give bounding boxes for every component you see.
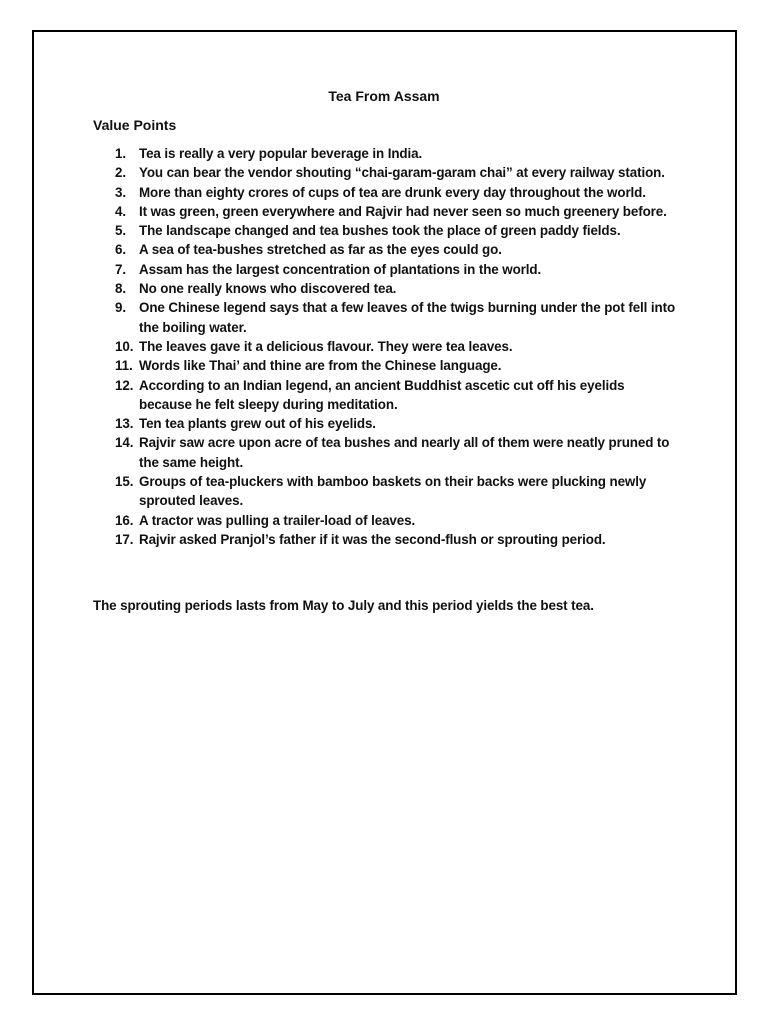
list-item-number-text: 5.	[115, 223, 126, 239]
list-item	[93, 163, 678, 182]
list-item-number	[93, 279, 139, 298]
list-item-text: A sea of tea-bushes stretched as far as the eyes could go.	[139, 242, 502, 258]
conclusion-paragraph: The sprouting periods lasts from May to July and this period yields the best tea.	[93, 598, 594, 613]
list-item-number-text: 1.	[115, 146, 126, 161]
list-item-number-text: 6.	[115, 242, 126, 258]
list-item-text: More than eighty crores of cups of tea are drunk every day throughout the world.	[139, 184, 646, 200]
list-item-text: It was green, green everywhere and Rajvir had never seen so much greenery before.	[139, 203, 667, 219]
list-item-text: One Chinese legend says that a few leaves of the twigs burning under the pot fell into the boiling water.	[139, 300, 676, 335]
list-item	[93, 144, 678, 163]
list-item-text: The landscape changed and tea bushes took the place of green paddy fields.	[139, 223, 621, 239]
list-item	[93, 511, 678, 530]
list-item-number	[93, 376, 139, 415]
section-heading: Value Points	[93, 117, 177, 133]
list-item-text: According to an Indian legend, an ancient Buddhist ascetic cut off his eyelids because he felt sleepy during meditation.	[139, 377, 625, 412]
list-item	[93, 530, 678, 549]
list-item-number-text: 2.	[115, 165, 126, 181]
list-item	[93, 472, 678, 511]
list-item-text: You can bear the vendor shouting “chai-garam-garam chai” at every railway station.	[139, 165, 665, 181]
list-item	[93, 240, 678, 259]
value-points-list	[93, 144, 678, 549]
list-item-number	[93, 530, 139, 549]
list-item-number-text: 11.	[115, 358, 133, 374]
list-item	[93, 202, 678, 221]
list-item-text: Words like Thai’ and thine are from the Chinese language.	[139, 358, 502, 374]
list-item-number	[93, 414, 139, 433]
list-item-number-text: 15.	[115, 474, 134, 490]
list-item-number	[93, 144, 139, 163]
list-item-text: A tractor was pulling a trailer-load of leaves.	[139, 512, 416, 528]
list-item-number-text: 8.	[115, 281, 126, 297]
list-item-number	[93, 298, 139, 337]
list-item-number	[93, 240, 139, 259]
list-item-number-text: 4.	[115, 203, 126, 219]
list-item-number	[93, 260, 139, 279]
list-item-number-text: 10.	[115, 338, 134, 354]
list-item-number-text: 16.	[115, 512, 134, 528]
list-item-number-text: 17.	[115, 531, 134, 547]
list-item-text: Tea is really a very popular beverage in India.	[139, 146, 423, 161]
list-item	[93, 337, 678, 356]
list-item-number-text: 7.	[115, 261, 126, 277]
list-item-text: Assam has the largest concentration of plantations in the world.	[139, 261, 542, 277]
list-item-number-text: 14.	[115, 435, 134, 451]
list-item-number	[93, 183, 139, 202]
list-item-number-text: 9.	[115, 300, 126, 316]
list-item-number	[93, 163, 139, 182]
list-item-number-text: 3.	[115, 184, 126, 200]
list-item-number	[93, 202, 139, 221]
list-item-text: Rajvir saw acre upon acre of tea bushes and nearly all of them were neatly pruned to the same height.	[139, 435, 670, 470]
list-item-text: No one really knows who discovered tea.	[139, 281, 397, 297]
list-item	[93, 414, 678, 433]
list-item	[93, 183, 678, 202]
list-item	[93, 298, 678, 337]
list-item	[93, 376, 678, 415]
list-item-number	[93, 337, 139, 356]
list-item-text: The leaves gave it a delicious flavour. They were tea leaves.	[139, 338, 513, 354]
list-item-text: Rajvir asked Pranjol’s father if it was the second-flush or sprouting period.	[139, 531, 606, 547]
list-item-number	[93, 356, 139, 375]
list-item	[93, 356, 678, 375]
list-item	[93, 279, 678, 298]
list-item-number	[93, 221, 139, 240]
list-item-number-text: 13.	[115, 416, 134, 432]
list-item-text: Ten tea plants grew out of his eyelids.	[139, 416, 376, 432]
list-item-number	[93, 472, 139, 511]
list-item-number-text: 12.	[115, 377, 134, 393]
list-item	[93, 260, 678, 279]
list-item-number	[93, 433, 139, 472]
document-title: Tea From Assam	[328, 88, 440, 104]
list-item	[93, 433, 678, 472]
list-item-text: Groups of tea-pluckers with bamboo baskets on their backs were plucking newly sprouted leaves.	[139, 474, 647, 509]
list-item	[93, 221, 678, 240]
list-item-number	[93, 511, 139, 530]
